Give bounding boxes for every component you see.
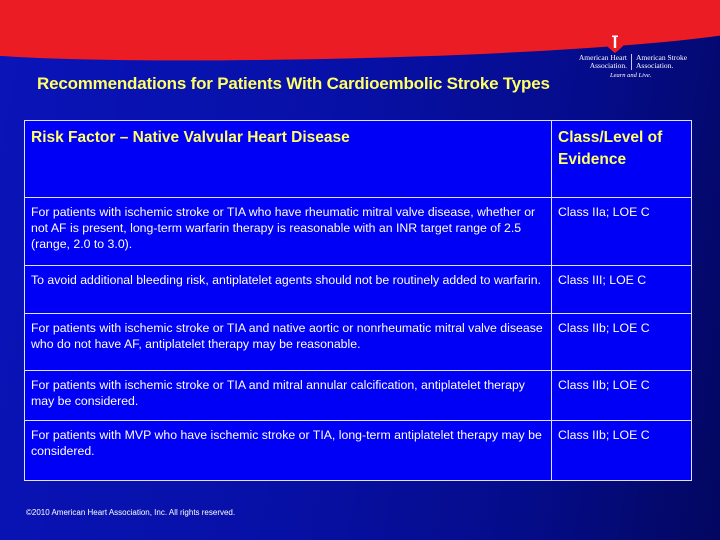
slide-title: Recommendations for Patients With Cardioembolic Stroke Types xyxy=(37,74,550,93)
table-row xyxy=(25,421,692,481)
recommendation-cell: To avoid additional bleeding risk, antiplatelet agents should not be routinely added to warfarin. xyxy=(25,266,552,314)
table-row xyxy=(25,314,692,371)
asa-name: American Stroke Association. xyxy=(636,53,688,70)
table-header-row xyxy=(25,121,692,198)
aha-name: American Heart Association. xyxy=(578,53,627,70)
header-risk-factor: Risk Factor – Native Valvular Heart Disease xyxy=(25,121,552,198)
table-row xyxy=(25,371,692,421)
recommendation-cell: For patients with ischemic stroke or TIA and mitral annular calcification, antiplatelet therapy may be considered. xyxy=(25,371,552,421)
heart-torch-icon xyxy=(602,30,628,54)
table-row xyxy=(25,198,692,266)
class-cell: Class IIb; LOE C xyxy=(552,371,692,421)
logo-divider xyxy=(631,54,632,70)
class-cell: Class III; LOE C xyxy=(552,266,692,314)
class-cell: Class IIb; LOE C xyxy=(552,314,692,371)
class-cell: Class IIb; LOE C xyxy=(552,421,692,481)
recommendation-cell: For patients with MVP who have ischemic stroke or TIA, long-term antiplatelet therapy may be considered. xyxy=(25,421,552,481)
recommendation-cell: For patients with ischemic stroke or TIA and native aortic or nonrheumatic mitral valve disease who do not have AF, antiplatelet therapy may be reasonable. xyxy=(25,314,552,371)
copyright-notice: ©2010 American Heart Association, Inc. All rights reserved. xyxy=(26,508,236,517)
class-cell: Class IIa; LOE C xyxy=(552,198,692,266)
recommendation-cell: For patients with ischemic stroke or TIA who have rheumatic mitral valve disease, whether or not AF is present, long-term warfarin therapy is reasonable with an INR target range of 2.5 (range, 2.0 to 3.0). xyxy=(25,198,552,266)
header-class-level: Class/Level of Evidence xyxy=(552,121,692,198)
table-row xyxy=(25,266,692,314)
logo-tagline: Learn and Live. xyxy=(610,72,652,79)
recommendations-table xyxy=(24,120,692,481)
